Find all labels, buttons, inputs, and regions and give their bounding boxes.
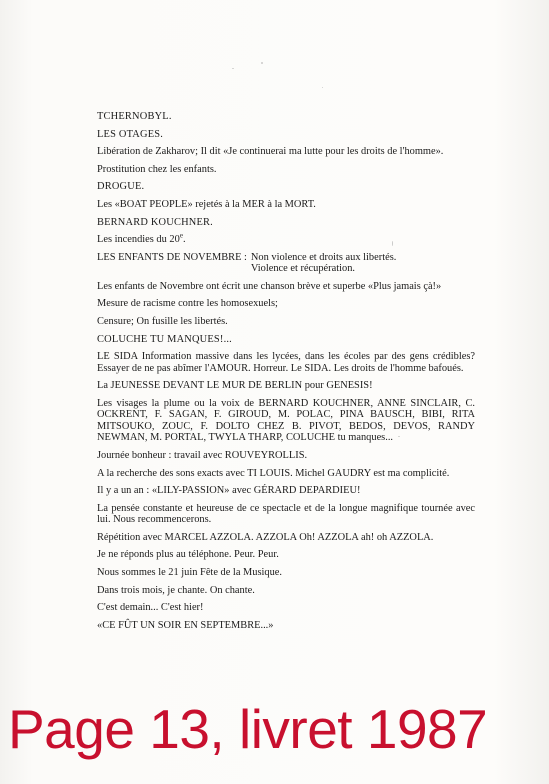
text-line: A la recherche des sons exacts avec TI LOUIS. Michel GAUDRY est ma complicité. — [97, 467, 450, 479]
text-line: Il y a un an : «LILY-PASSION» avec GÉRARD DEPARDIEU! — [97, 485, 361, 497]
text-line: LE SIDA Information massive dans les lycées, dans les écoles par des gens crédibles? Essayer de ne pas abîmer l'AMOUR. Horreur. Le SIDA. Les droits de l'homme bafoués. — [97, 351, 475, 374]
text-fragment: Violence et récupération. — [250, 263, 355, 275]
superscript: e — [179, 231, 183, 240]
text-line-novembre — [97, 252, 475, 275]
scan-speck — [322, 87, 323, 88]
text-line: LES OTAGES. — [97, 128, 164, 140]
text-line: Les visages la plume ou la voix de BERNARD KOUCHNER, ANNE SINCLAIR, C. OCKRENT, F. SAGAN, F. GIROUD, M. POLAC, PINA BAUSCH, BIBI, RITA MITSOUKO, ZOUC, F. DOLTO CHEZ B. PIVOT, BEDOS, DEVOS, RANDY NEWMAN, M. PORTAL, TWYLA THARP, COLUCHE tu manques... — [97, 397, 475, 444]
text-line: Mesure de racisme contre les homosexuels; — [97, 298, 278, 310]
text-fragment: . — [182, 234, 186, 246]
text-line: La pensée constante et heureuse de ce spectacle et de la longue magnifique tournée avec lui. Nous recommencerons. — [97, 502, 475, 526]
text-line: Libération de Zakharov; Il dit «Je continuerai ma lutte pour les droits de l'homme». — [97, 146, 444, 158]
scan-speck — [261, 62, 263, 64]
text-line: «CE FÛT UN SOIR EN SEPTEMBRE...» — [97, 619, 274, 631]
text-line: Dans trois mois, je chante. On chante. — [97, 584, 255, 596]
text-line: BERNARD KOUCHNER. — [97, 216, 213, 228]
scan-speck — [232, 68, 234, 69]
body-text — [97, 111, 475, 637]
text-line: Journée bonheur : travail avec ROUVEYROLLIS. — [97, 450, 308, 461]
text-fragment-block — [251, 252, 396, 275]
text-line: Les enfants de Novembre ont écrit une chanson brève et superbe «Plus jamais çà!» — [97, 280, 442, 292]
text-fragment: Non violence et droits aux libertés. — [250, 251, 397, 263]
text-line: TCHERNOBYL. — [97, 111, 172, 122]
text-line — [97, 231, 475, 246]
text-line: C'est demain... C'est hier! — [97, 602, 204, 614]
text-line: Censure; On fusille les libertés. — [97, 316, 228, 328]
text-line: Les «BOAT PEOPLE» rejetés à la MER à la MORT. — [97, 198, 316, 210]
text-line: Nous sommes le 21 juin Fête de la Musique. — [97, 567, 282, 579]
text-line: Prostitution chez les enfants. — [97, 163, 217, 175]
text-line: Répétition avec MARCEL AZZOLA. AZZOLA Oh! AZZOLA ah! oh AZZOLA. — [97, 531, 434, 543]
text-line: DROGUE. — [97, 181, 145, 193]
text-fragment: LES ENFANTS DE NOVEMBRE : — [97, 251, 247, 263]
page-caption: Page 13, livret 1987 — [8, 698, 488, 760]
text-fragment: Les incendies du 20 — [97, 234, 180, 246]
text-line: Je ne réponds plus au téléphone. Peur. Peur. — [97, 549, 279, 561]
text-line: La JEUNESSE DEVANT LE MUR DE BERLIN pour GENESIS! — [97, 380, 373, 392]
text-line: COLUCHE TU MANQUES!... — [97, 333, 232, 345]
